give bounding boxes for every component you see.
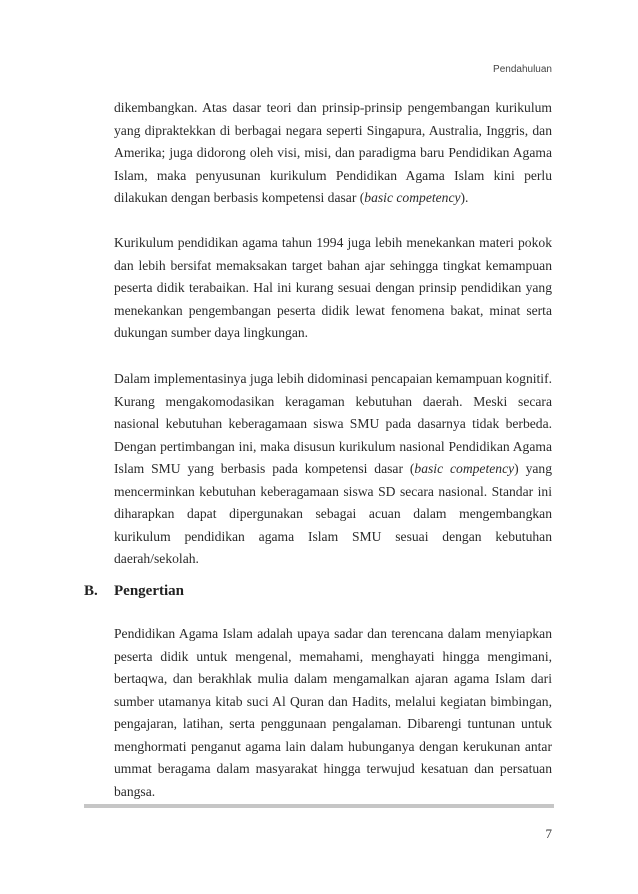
paragraph-3-text-end: ) yang mencerminkan kebutuhan keberagamaan siswa SD secara nasional. Standar ini diharapkan dapat dipergunakan sebagai acuan dalam mengembangkan kurikulum pendidikan agama Islam SMU sesuai dengan kebutuhan daerah/sekolah. xyxy=(114,461,552,566)
paragraph-1-italic-term: basic competency xyxy=(364,190,461,205)
paragraph-3-italic-term: basic competency xyxy=(414,461,515,476)
footer-rule xyxy=(84,804,554,808)
paragraph-1-text-end: ). xyxy=(460,190,469,205)
paragraph-3-text: Dalam implementasinya juga lebih didominasi pencapaian kemampuan kognitif. Kurang mengakomodasikan keragaman kebutuhan daerah. Meski secara nasional kebutuhan keberagamaan siswa SMU pada dasarnya tidak berbeda. Dengan pertimbangan ini, maka disusun kurikulum nasional Pendidikan Agama Islam SMU yang berbasis pada kompetensi dasar ( xyxy=(114,371,552,476)
section-heading xyxy=(84,583,184,600)
section-title: Pengertian xyxy=(114,583,184,599)
running-head: Pendahuluan xyxy=(493,64,552,75)
paragraph-2: Kurikulum pendidikan agama tahun 1994 juga lebih menekankan materi pokok dan lebih bersifat memaksakan target bahan ajar sehingga tingkat kemampuan peserta didik terabaikan. Hal ini kurang sesuai dengan prinsip pendidikan yang menekankan pengembangan peserta didik lewat fenomena bakat, minat serta dukungan sumber daya lingkungan. xyxy=(114,235,552,340)
paragraph-1 xyxy=(114,97,552,210)
page-number: 7 xyxy=(545,826,552,841)
section-paragraph: Pendidikan Agama Islam adalah upaya sadar dan terencana dalam menyiapkan peserta didik untuk mengenal, memahami, menghayati hingga mengimani, bertaqwa, dan berakhlak mulia dalam mengamalkan ajaran agama Islam dari sumber utamanya kitab suci Al Quran dan Hadits, melalui kegiatan bimbingan, pengajaran, latihan, serta penggunaan pengalaman. Dibarengi tuntunan untuk menghormati penganut agama lain dalam hubunganya dengan kerukunan antar ummat beragama dalam masyarakat hingga terwujud kesatuan dan persatuan bangsa. xyxy=(114,626,552,799)
section-letter: B. xyxy=(84,583,98,599)
paragraph-1-text: dikembangkan. Atas dasar teori dan prinsip-prinsip pengembangan kurikulum yang dipraktekkan di berbagai negara seperti Singapura, Australia, Inggris, dan Amerika; juga didorong oleh visi, misi, dan paradigma baru Pendidikan Agama Islam, maka penyusunan kurikulum Pendidikan Agama Islam kini perlu dilakukan dengan berbasis kompetensi dasar ( xyxy=(114,100,552,205)
paragraph-3 xyxy=(114,368,552,571)
